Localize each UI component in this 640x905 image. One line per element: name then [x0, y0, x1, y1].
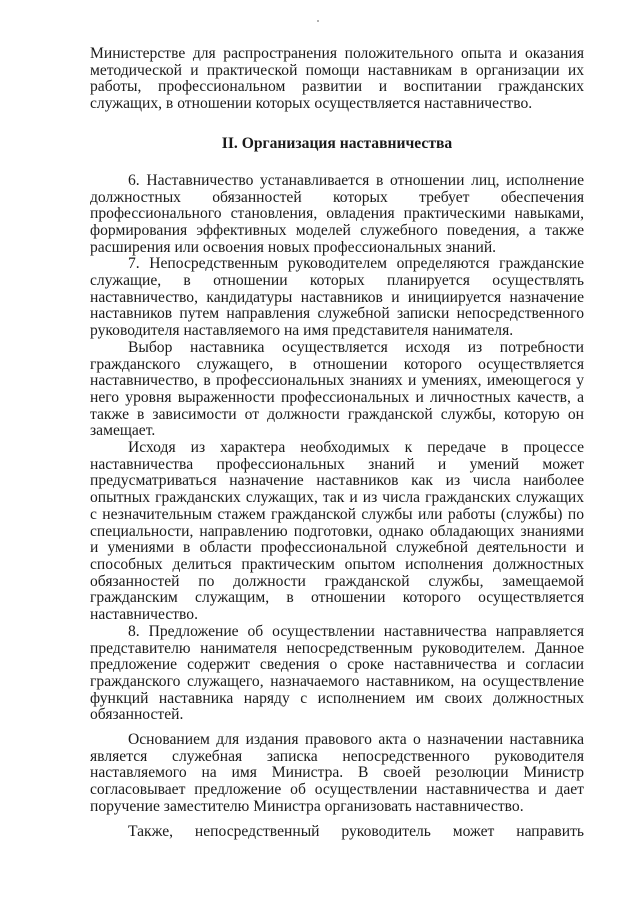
document-body: [90, 46, 584, 840]
intro-paragraph: Министерстве для распространения положительного опыта и оказания методической и практической помощи наставникам в организации их работы, профессиональном развитии и воспитании гражданских служащих, в отношении которых осуществляется наставничество.: [90, 45, 584, 113]
paragraph-legal-act: Основанием для издания правового акта о назначении наставника является служебная записка непосредственного руководителя наставляемого на имя Министра. В своей резолюции Министр согласовывает предложение об осуществлении наставничества и дает поручение заместителю Министра организовать наставничество.: [90, 731, 584, 815]
paragraph-continuation: Также, непосредственный руководитель может направить: [128, 822, 584, 840]
paragraph-7: 7. Непосредственным руководителем определяются гражданские служащие, в отношении которых планируется осуществлять наставничество, кандидатуры наставников и инициируется назначение наставников путем направления служебной записки непосредственного руководителя наставляемого на имя представителя нанимателя.: [90, 255, 584, 340]
paragraph-mentor-selection: Исходя из характера необходимых к передаче в процессе наставничества профессиональных знаний и умений может предусматриваться назначение наставников как из числа наиболее опытных гражданских служащих, так и из числа гражданских служащих с незначительным стажем гражданской службы или работы (службы) по специальности, направлению подготовки, однако обладающих знаниями и умениями в области профессиональной служебной деятельности и способных делиться практическим опытом исполнения должностных обязанностей по должности гражданской службы, замещаемой гражданским служащим, в отношении которого осуществляется наставничество.: [90, 439, 584, 624]
page-mark: [317, 20, 319, 22]
paragraph-8: 8. Предложение об осуществлении наставничества направляется представителю нанимателя непосредственным руководителем. Данное предложение содержит сведения о сроке наставничества и согласии гражданского служащего, назначаемого наставником, на осуществление функций наставника наряду с исполнением им своих должностных обязанностей.: [90, 622, 584, 724]
paragraph-mentor-choice: Выбор наставника осуществляется исходя из потребности гражданского служащего, в отношении которого осуществляется наставничество, в профессиональных знаниях и умениях, имеющегося у него уровня выраженности профессиональных и личностных качеств, а также в зависимости от должности гражданской службы, которую он замещает.: [90, 338, 584, 440]
paragraph-6: 6. Наставничество устанавливается в отношении лиц, исполнение должностных обязанностей которых требует обеспечения профессионального становления, овладения практическими навыками, формирования эффективных моделей служебного поведения, а также расширения или освоения новых профессиональных знаний.: [90, 171, 584, 256]
section-heading: II. Организация наставничества: [221, 134, 453, 152]
